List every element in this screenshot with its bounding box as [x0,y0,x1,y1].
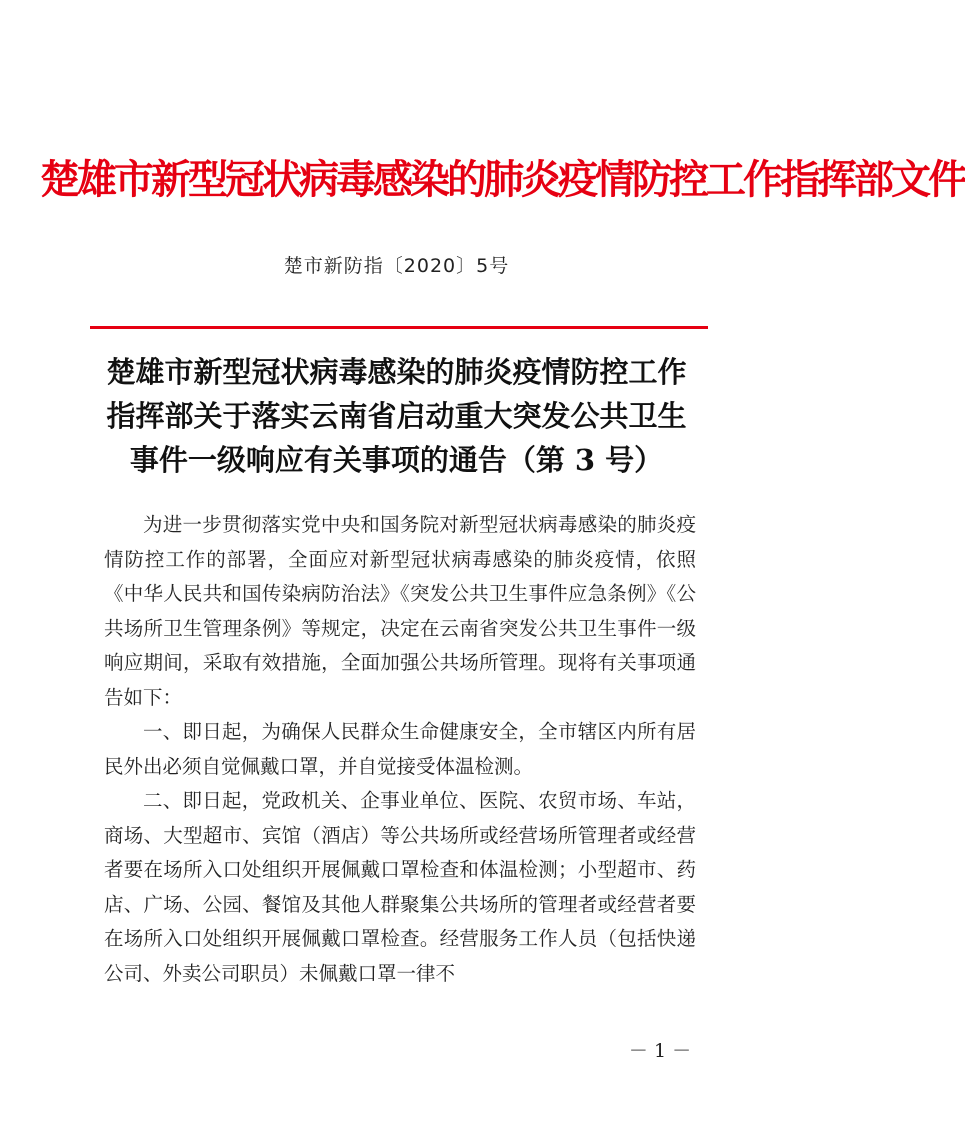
document-header-title: 楚雄市新型冠状病毒感染的肺炎疫情防控工作指挥部文件 [40,156,965,203]
notice-title-line: 指挥部关于落实云南省启动重大突发公共卫生 [106,399,687,433]
notice-title-line: 事件一级响应有关事项的通告（第 3 号） [129,443,664,477]
body-paragraph-item-2: 二、即日起，党政机关、企事业单位、医院、农贸市场、车站，商场、大型超市、宾馆（酒店）等公共场所或经营场所管理者或经营者要在场所入口处组织开展佩戴口罩检查和体温检测；小型超市、药店、广场、公园、餐馆及其他人群聚集公共场所的管理者或经营者要在场所入口处组织开展佩戴口罩检查。经营服务工作人员（包括快递公司、外卖公司职员）未佩戴口罩一律不 [104,789,696,985]
notice-title [80,350,713,482]
red-divider-rule [90,326,708,329]
body-paragraph-item-1: 一、即日起，为确保人民群众生命健康安全，全市辖区内所有居民外出必须自觉佩戴口罩，并自觉接受体温检测。 [104,720,696,778]
body-paragraph-intro: 为进一步贯彻落实党中央和国务院对新型冠状病毒感染的肺炎疫情防控工作的部署，全面应对新型冠状病毒感染的肺炎疫情，依照《中华人民共和国传染病防治法》《突发公共卫生事件应急条例》《公共场所卫生管理条例》等规定，决定在云南省突发公共卫生事件一级响应期间，采取有效措施，全面加强公共场所管理。现将有关事项通告如下： [104,513,696,709]
notice-body [104,508,696,991]
page-number: － 1 － [628,1040,692,1062]
document-number: 楚市新防指〔2020〕5号 [283,255,510,277]
notice-title-line: 楚雄市新型冠状病毒感染的肺炎疫情防控工作 [106,355,687,389]
